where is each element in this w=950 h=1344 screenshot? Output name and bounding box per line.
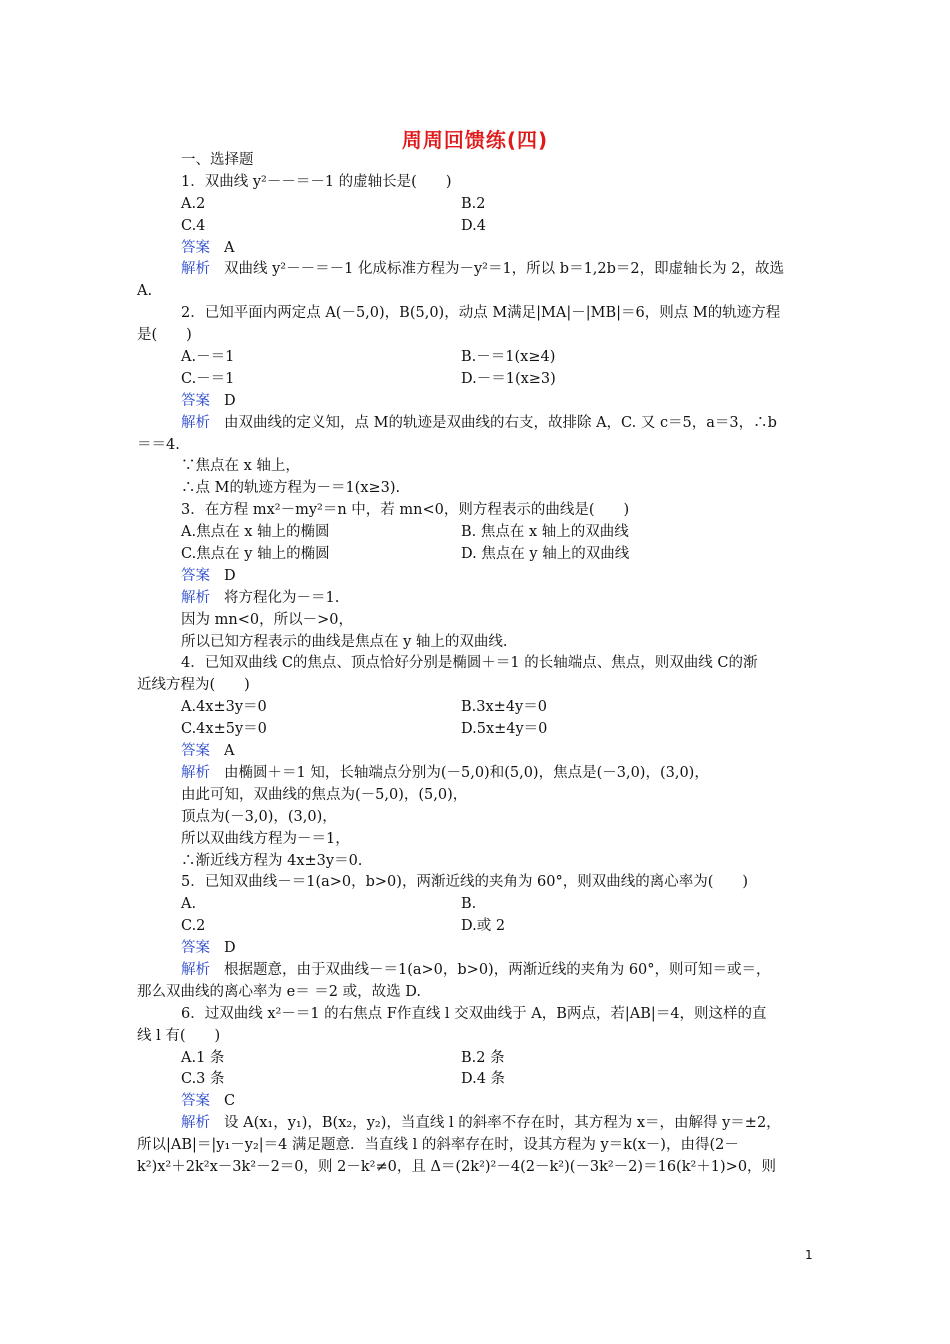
answer-label: 答案 <box>181 239 210 256</box>
answer-line <box>137 741 817 763</box>
analysis-line: ∴渐近线方程为 4x±3y＝0. <box>181 852 363 869</box>
answer-value: C <box>224 1093 236 1110</box>
analysis-line <box>137 413 817 435</box>
analysis-label: 解析 <box>181 961 210 978</box>
options-row <box>137 894 817 916</box>
option: D. 焦点在 y 轴上的双曲线 <box>461 546 630 563</box>
question-stem: 1．双曲线 y²－－＝－1 的虚轴长是( ) <box>181 173 452 190</box>
analysis-label: 解析 <box>181 1115 210 1132</box>
options-row <box>137 216 817 238</box>
analysis-line: ＝＝4. <box>137 436 180 453</box>
question-stem: 是( ) <box>137 327 192 344</box>
option: C.焦点在 y 轴上的椭圆 <box>181 546 330 563</box>
option: D.5x±4y＝0 <box>461 721 548 738</box>
analysis-line: 因为 mn<0，所以－>0， <box>181 611 353 628</box>
analysis-label: 解析 <box>181 764 210 781</box>
question-stem: 5．已知双曲线－＝1(a>0，b>0)，两渐近线的夹角为 60°，则双曲线的离心率为( ) <box>181 874 749 891</box>
question-stem: 线 l 有( ) <box>137 1027 221 1044</box>
analysis-label: 解析 <box>181 261 210 278</box>
option: C.4x±5y＝0 <box>181 721 267 738</box>
answer-line <box>137 1091 817 1113</box>
analysis-text: 由双曲线的定义知，点 M的轨迹是双曲线的右支，故排除 A，C. 又 c＝5，a＝3，∴b <box>224 414 777 431</box>
analysis-text: 根据题意，由于双曲线－＝1(a>0，b>0)，两渐近线的夹角为 60°，则可知＝或＝， <box>224 961 771 978</box>
answer-line <box>137 238 817 260</box>
answer-value: A <box>224 239 235 256</box>
answer-value: D <box>224 940 236 957</box>
answer-value: A <box>224 743 235 760</box>
page-number: 1 <box>805 1248 813 1262</box>
option: A.－＝1 <box>181 349 235 366</box>
analysis-label: 解析 <box>181 589 210 606</box>
analysis-line: 那么双曲线的离心率为 e＝ ＝2 或，故选 D. <box>137 983 421 1000</box>
analysis-line: 由此可知，双曲线的焦点为(－5,0)，(5,0)， <box>181 786 468 803</box>
options-row <box>137 1069 817 1091</box>
analysis-line <box>137 588 817 610</box>
analysis-line: k²)x²＋2k²x－3k²－2＝0，则 2－k²≠0，且 Δ＝(2k²)²－4(2－k²)(－3k²－2)＝16(k²＋1)>0，则 <box>137 1158 777 1175</box>
option: A.2 <box>181 195 206 212</box>
option: B. <box>461 896 477 913</box>
option: D.－＝1(x≥3) <box>461 370 556 387</box>
analysis-line: 所以|AB|＝|y₁－y₂|＝4 满足题意．当直线 l 的斜率存在时，设其方程为 y＝k(x－)，由得(2－ <box>137 1137 739 1154</box>
analysis-line: ∴点 M的轨迹方程为－＝1(x≥3). <box>181 480 401 497</box>
answer-value: D <box>224 567 236 584</box>
question-stem: 6．过双曲线 x²－＝1 的右焦点 F作直线 l 交双曲线于 A，B两点，若|AB|＝4，则这样的直 <box>181 1005 767 1022</box>
page-title: 周周回馈练(四) <box>401 128 549 152</box>
options-row <box>137 1048 817 1070</box>
analysis-line: 顶点为(－3,0)，(3,0)， <box>181 808 337 825</box>
option: B. 焦点在 x 轴上的双曲线 <box>461 524 629 541</box>
option: B.2 <box>461 195 486 212</box>
document-body <box>137 150 817 1179</box>
option: C.2 <box>181 918 206 935</box>
options-row <box>137 916 817 938</box>
option: C.－＝1 <box>181 370 235 387</box>
analysis-line <box>137 960 817 982</box>
analysis-line: 所以已知方程表示的曲线是焦点在 y 轴上的双曲线. <box>181 633 508 650</box>
analysis-line <box>137 1113 817 1135</box>
options-row <box>137 194 817 216</box>
answer-line <box>137 566 817 588</box>
analysis-line: A. <box>137 283 153 300</box>
answer-line <box>137 938 817 960</box>
option: C.4 <box>181 217 206 234</box>
question-stem: 近线方程为( ) <box>137 677 250 694</box>
section-heading: 一、选择题 <box>181 152 254 168</box>
option: A.4x±3y＝0 <box>181 699 267 716</box>
options-row <box>137 719 817 741</box>
option: A.焦点在 x 轴上的椭圆 <box>181 524 330 541</box>
answer-label: 答案 <box>181 940 210 957</box>
options-row <box>137 697 817 719</box>
option: A.1 条 <box>181 1049 225 1066</box>
analysis-text: 设 A(x₁，y₁)，B(x₂，y₂)，当直线 l 的斜率不存在时，其方程为 x＝，由解得 y＝±2， <box>224 1115 781 1132</box>
analysis-text: 双曲线 y²－－＝－1 化成标准方程为－y²＝1，所以 b＝1,2b＝2，即虚轴长为 2，故选 <box>224 261 784 278</box>
option: D.4 条 <box>461 1071 506 1088</box>
option: C.3 条 <box>181 1071 225 1088</box>
options-row <box>137 347 817 369</box>
options-row <box>137 369 817 391</box>
analysis-line <box>137 763 817 785</box>
answer-line <box>137 391 817 413</box>
options-row <box>137 544 817 566</box>
option: B.－＝1(x≥4) <box>461 349 556 366</box>
answer-value: D <box>224 392 236 409</box>
analysis-text: 将方程化为－＝1. <box>224 589 340 606</box>
option: D.4 <box>461 217 486 234</box>
answer-label: 答案 <box>181 743 210 760</box>
answer-label: 答案 <box>181 392 210 409</box>
option: B.2 条 <box>461 1049 505 1066</box>
question-stem: 2．已知平面内两定点 A(－5,0)，B(5,0)，动点 M满足|MA|－|MB|＝6，则点 M的轨迹方程 <box>181 305 781 322</box>
analysis-text: 由椭圆＋＝1 知，长轴端点分别为(－5,0)和(5,0)，焦点是(－3,0)，(3,0)， <box>224 764 709 781</box>
analysis-line: 所以双曲线方程为－＝1， <box>181 830 350 847</box>
answer-label: 答案 <box>181 567 210 584</box>
analysis-label: 解析 <box>181 414 210 431</box>
option: B.3x±4y＝0 <box>461 699 547 716</box>
analysis-line: ∵焦点在 x 轴上， <box>181 458 300 475</box>
analysis-line <box>137 259 817 281</box>
option: D.或 2 <box>461 918 506 935</box>
question-stem: 4．已知双曲线 C的焦点、顶点恰好分别是椭圆＋＝1 的长轴端点、焦点，则双曲线 C的渐 <box>181 655 758 672</box>
options-row <box>137 522 817 544</box>
option: A. <box>181 896 197 913</box>
answer-label: 答案 <box>181 1093 210 1110</box>
question-stem: 3．在方程 mx²－my²＝n 中，若 mn<0，则方程表示的曲线是( ) <box>181 502 630 519</box>
